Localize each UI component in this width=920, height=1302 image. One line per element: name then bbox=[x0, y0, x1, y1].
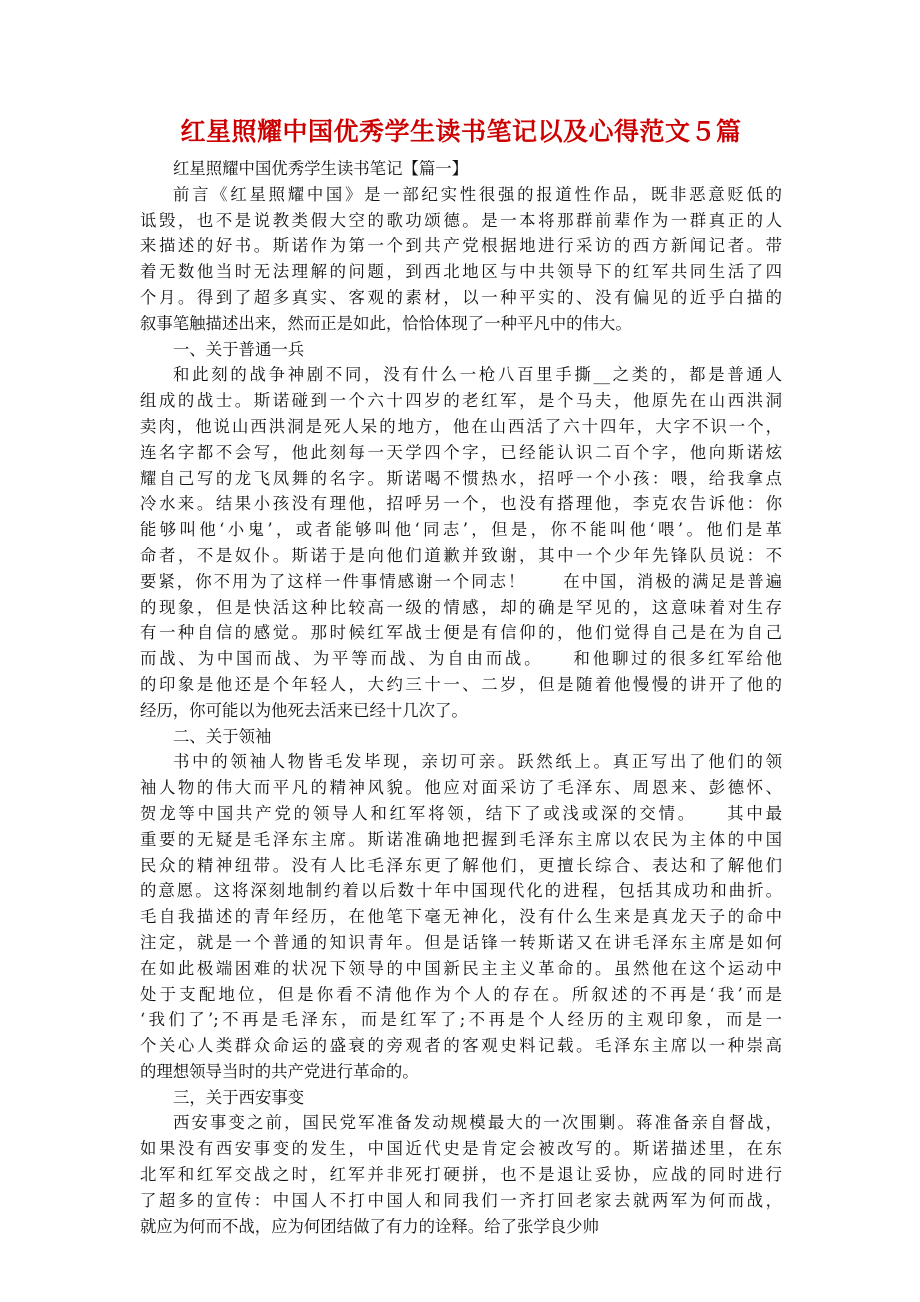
text-line: 就应为何而不战，应为何团结做了有力的诠释。给了张学良少帅 bbox=[140, 1216, 599, 1236]
text-line: 个关心人类群众命运的盛衰的旁观者的客观史料记载。毛泽东主席以一种崇高 bbox=[140, 1036, 782, 1056]
text-line: 袖人物的伟大而平凡的精神风貌。他应对面采访了毛泽东、周恩来、彭德怀、 bbox=[140, 778, 782, 798]
text-line: 命者，不是奴仆。斯诺于是向他们道歉并致谢，其中一个少年先锋队员说：不 bbox=[140, 545, 782, 565]
text-line: 冷水来。结果小孩没有理他，招呼另一个，也没有搭理他，李克农告诉他：你 bbox=[140, 494, 782, 514]
text-line: 和此刻的战争神剧不同，没有什么一枪八百里手撕__之类的，都是普通人 bbox=[173, 365, 782, 385]
document-title: 红星照耀中国优秀学生读书笔记以及心得范文５篇 bbox=[180, 117, 742, 146]
text-line: 来描述的好书。斯诺作为第一个到共产党根据地进行采访的西方新闻记者。带 bbox=[140, 236, 782, 256]
document-page bbox=[140, 112, 782, 1239]
document-body bbox=[140, 156, 782, 1239]
text-line: 红星照耀中国优秀学生读书笔记【篇一】 bbox=[173, 159, 469, 178]
text-line: 毛自我描述的青年经历，在他笔下毫无神化，没有什么生来是真龙天子的命中 bbox=[140, 907, 782, 927]
text-line: 着无数他当时无法理解的问题，到西北地区与中共领导下的红军共同生活了四 bbox=[140, 262, 782, 282]
text-line: 书中的领袖人物皆毛发毕现，亲切可亲。跃然纸上。真正写出了他们的领 bbox=[173, 752, 782, 772]
text-line: 的理想领导当时的共产党进行革命的。 bbox=[140, 1061, 419, 1081]
text-line: 经历，你可能以为他死去活来已经十几次了。 bbox=[140, 700, 468, 720]
text-line: 处于支配地位，但是你看不清他作为个人的存在。所叙述的不再是‘我’而是 bbox=[140, 984, 782, 1004]
text-line: 了超多的宣传：中国人不打中国人和同我们一齐打回老家去就两军为何而战， bbox=[140, 1190, 782, 1210]
text-line: 注定，就是一个普通的知识青年。但是话锋一转斯诺又在讲毛泽东主席是如何 bbox=[140, 932, 782, 952]
text-line: 的意愿。这将深刻地制约着以后数十年中国现代化的进程，包括其成功和曲折。 bbox=[140, 881, 782, 901]
text-line: 而战、为中国而战、为平等而战、为自由而战。 和他聊过的很多红军给他 bbox=[140, 649, 782, 669]
text-line: 贺龙等中国共产党的领导人和红军将领，结下了或浅或深的交情。 其中最 bbox=[140, 803, 782, 823]
text-line: 能够叫他‘小鬼’，或者能够叫他‘同志’，但是，你不能叫他‘喂’。他们是革 bbox=[140, 520, 782, 540]
text-line: 一、关于普通一兵 bbox=[173, 339, 305, 359]
text-line: 重要的无疑是毛泽东主席。斯诺准确地把握到毛泽东主席以农民为主体的中国 bbox=[140, 829, 782, 849]
text-line: 二、关于领袖 bbox=[173, 726, 272, 746]
text-line: 有一种自信的感觉。那时候红军战士便是有信仰的，他们觉得自己是在为自己 bbox=[140, 623, 782, 643]
text-line: 前言《红星照耀中国》是一部纪实性很强的报道性作品，既非恶意贬低的 bbox=[173, 184, 782, 204]
text-line: 在如此极端困难的状况下领导的中国新民主主义革命的。虽然他在这个运动中 bbox=[140, 958, 782, 978]
text-line: 的现象，但是快活这种比较高一级的情感，却的确是罕见的，这意味着对生存 bbox=[140, 597, 782, 617]
text-line: 民众的精神纽带。没有人比毛泽东更了解他们，更擅长综合、表达和了解他们 bbox=[140, 855, 782, 875]
text-line: 要紧，你不用为了这样一件事情感谢一个同志！ 在中国，消极的满足是普遍 bbox=[140, 571, 782, 591]
text-line: 三，关于西安事变 bbox=[173, 1087, 305, 1107]
text-line: 诋毁，也不是说教类假大空的歌功颂德。是一本将那群前辈作为一群真正的人 bbox=[140, 210, 782, 230]
text-line: 西安事变之前，国民党军准备发动规模最大的一次围剿。蒋准备亲自督战， bbox=[173, 1113, 782, 1133]
text-line: 卖肉，他说山西洪洞是死人呆的地方，他在山西活了六十四年，大字不识一个， bbox=[140, 416, 782, 436]
text-line: 耀自己写的龙飞凤舞的名字。斯诺喝不惯热水，招呼一个小孩：喂，给我拿点 bbox=[140, 468, 782, 488]
text-line: ‘我们了’;不再是毛泽东，而是红军了;不再是个人经历的主观印象，而是一 bbox=[140, 1010, 782, 1030]
text-line: 的印象是他还是个年轻人，大约三十一、二岁，但是随着他慢慢的讲开了他的 bbox=[140, 674, 782, 694]
text-line: 连名字都不会写，他此刻每一天学四个字，已经能认识二百个字，他向斯诺炫 bbox=[140, 442, 782, 462]
text-line: 如果没有西安事变的发生，中国近代史是肯定会被改写的。斯诺描述里，在东 bbox=[140, 1139, 782, 1159]
text-line: 叙事笔触描述出来，然而正是如此，恰恰体现了一种平凡中的伟大。 bbox=[140, 313, 632, 333]
text-line: 组成的战士。斯诺碰到一个六十四岁的老红军，是个马夫，他原先在山西洪洞 bbox=[140, 391, 782, 411]
text-line: 北军和红军交战之时，红军并非死打硬拼，也不是退让妥协，应战的同时进行 bbox=[140, 1165, 782, 1185]
text-line: 个月。得到了超多真实、客观的素材，以一种平实的、没有偏见的近乎白描的 bbox=[140, 287, 782, 307]
